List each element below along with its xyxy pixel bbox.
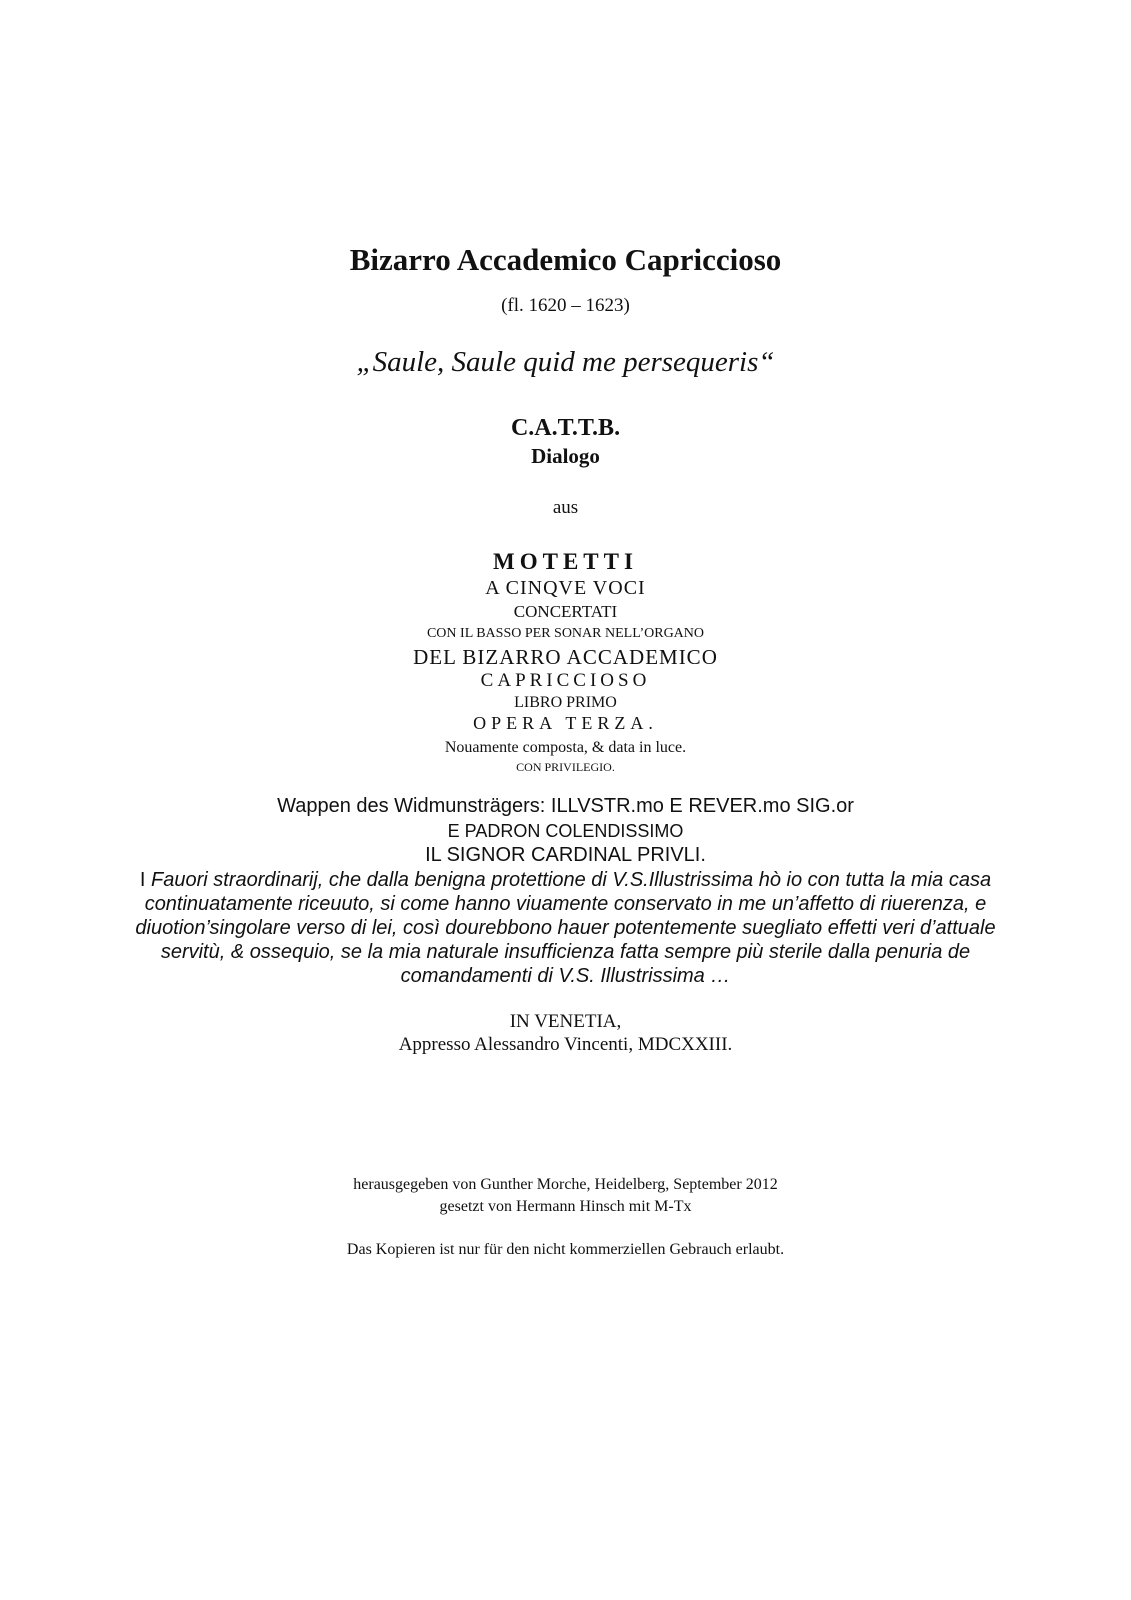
source-title-line: Nouamente composta, & data in luce.: [444, 739, 687, 756]
imprint-printer: Appresso Alessandro Vincenti, MDCXXIII.: [398, 1034, 733, 1055]
source-title-line: A CINQVE VOCI: [485, 577, 646, 599]
composer-dates: (fl. 1620 – 1623): [501, 295, 630, 316]
genre-label: Dialogo: [531, 444, 600, 468]
copyright-note: Das Kopieren ist nur für den nicht kommerziellen Gebrauch erlaubt.: [346, 1241, 785, 1258]
dedication-text: [120, 868, 1011, 988]
source-title-line: LIBRO PRIMO: [514, 694, 617, 711]
source-title-line: DEL BIZARRO ACCADEMICO: [413, 645, 718, 669]
source-title-line: OPERA TERZA.: [473, 713, 658, 733]
dedication-heading: E PADRON COLENDISSIMO: [447, 821, 684, 841]
work-title: „Saule, Saule quid me persequeris“: [356, 346, 775, 378]
dedication-heading: IL SIGNOR CARDINAL PRIVLI.: [425, 844, 706, 866]
dedication-body: Fauori straordinarij, che dalla benigna protettione di V.S.Illustrissima hò io con tutta la mia casa continuatamente riceuuto, si come hanno viuamente conservato in me un’affetto di riuerenza, e diuotion’singolare verso di lei, così dourebbono hauer potentemente suegliato effetti veri d’attuale servitù, & ossequio, se la mia naturale insufficienza fatta sempre più sterile dalla penuria de comandamenti di V.S. Illustrissima …: [135, 869, 996, 987]
composer-name: Bizarro Accademico Capriccioso: [349, 242, 782, 277]
source-title-line: CON IL BASSO PER SONAR NELL’ORGANO: [426, 626, 705, 641]
typesetter-credit: gesetzt von Hermann Hinsch mit M-Tx: [439, 1198, 692, 1215]
dedication-initial: I: [139, 869, 152, 891]
editor-credit: herausgegeben von Gunther Morche, Heidelberg, September 2012: [353, 1176, 778, 1193]
source-title-line: MOTETTI: [493, 549, 638, 574]
dedication-heading: Wappen des Widmunsträgers: ILLVSTR.mo E REVER.mo SIG.or: [277, 795, 854, 817]
source-title-line: CONCERTATI: [513, 602, 618, 621]
voicing: C.A.T.T.B.: [510, 415, 621, 441]
source-title-line: CON PRIVILEGIO.: [516, 760, 615, 774]
source-intro: aus: [552, 497, 579, 518]
source-title-line: CAPRICCIOSO: [480, 670, 651, 691]
imprint-place: IN VENETIA,: [509, 1011, 622, 1032]
